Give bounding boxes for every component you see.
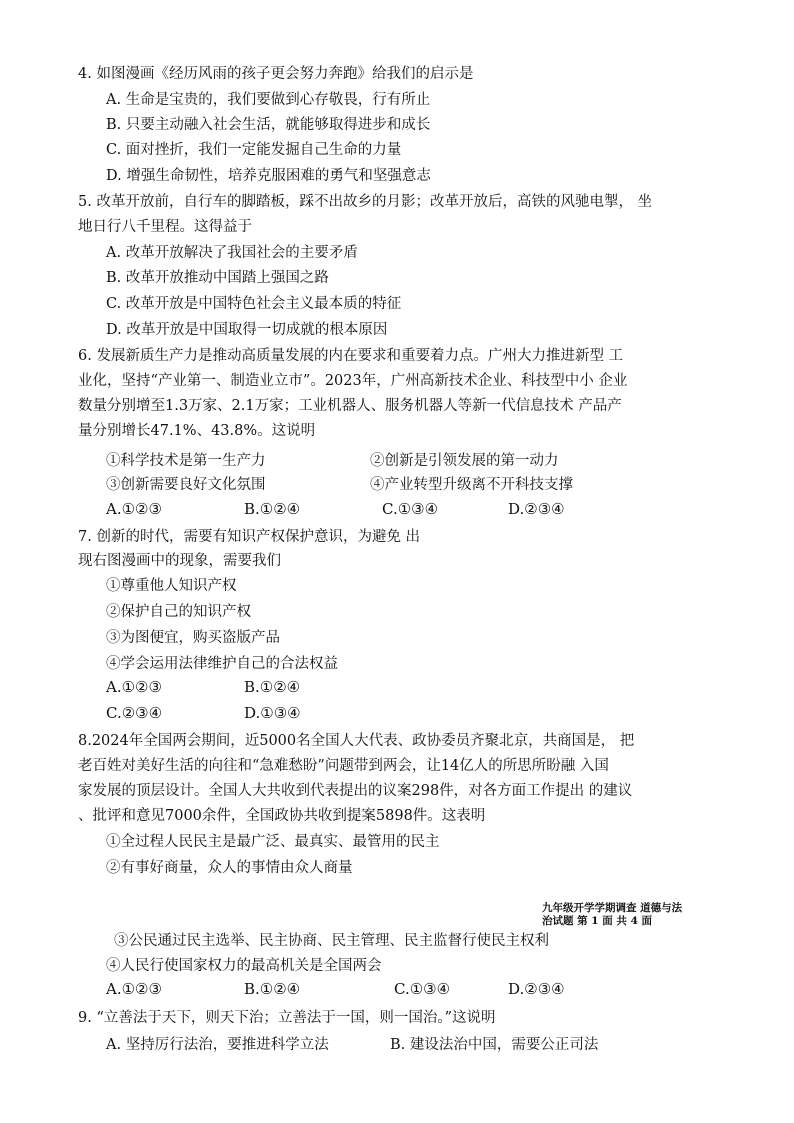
q6-stem-line-1: 6. 发展新质生产力是推动高质量发展的内在要求和重要着力点。广州大力推进新型 工 (78, 348, 624, 364)
q4-option-c: C. 面对挫折，我们一定能发掘自己生命的力量 (106, 142, 402, 158)
q8-choice-a: A.①②③ (106, 980, 162, 998)
q5-option-b: B. 改革开放推动中国踏上强国之路 (106, 270, 329, 286)
q7-stem-line-1: 7. 创新的时代，需要有知识产权保护意识，为避免 出 (78, 529, 421, 545)
q7-choice-c: C.②③④ (106, 704, 163, 722)
q7-statement-3: ③为图便宜，购买盗版产品 (106, 630, 280, 646)
q8-stem-line-2: 老百姓对美好生活的向往和“急难愁盼”问题带到两会，让14亿人的所思所盼融 入国 (78, 758, 609, 774)
q8-stem-line-3: 家发展的顶层设计。全国人大共收到代表提出的议案298件，对各方面工作提出 的建议 (78, 783, 633, 799)
q8-statement-4: ④人民行使国家权力的最高机关是全国两会 (106, 958, 382, 974)
q6-choice-a: A.①②③ (106, 500, 162, 518)
q6-stem-line-4: 量分别增长47.1%、43.8%。这说明 (78, 423, 316, 439)
q7-stem-line-2: 现右图漫画中的现象，需要我们 (78, 553, 281, 569)
q5-option-a: A. 改革开放解决了我国社会的主要矛盾 (106, 245, 358, 261)
q6-statement-2: ②创新是引领发展的第一动力 (370, 453, 559, 469)
q7-choice-b: B.①②④ (244, 678, 301, 696)
q4-option-b: B. 只要主动融入社会生活，就能够取得进步和成长 (106, 117, 431, 133)
q5-stem-line-1: 5. 改革开放前，自行车的脚踏板，踩不出故乡的月影；改革开放后，高铁的风驰电掣， 坐 (78, 194, 653, 210)
q6-choice-b: B.①②④ (244, 500, 301, 518)
q6-stem-line-2: 业化，坚持“产业第一、制造业立市”。2023年，广州高新技术企业、科技型中小 企业 (78, 373, 628, 389)
q4-stem: 4. 如图漫画《经历风雨的孩子更会努力奔跑》给我们的启示是 (78, 66, 474, 82)
q9-option-b: B. 建设法治中国，需要公正司法 (390, 1037, 599, 1053)
q7-statement-1: ①尊重他人知识产权 (106, 578, 237, 594)
q5-option-d: D. 改革开放是中国取得一切成就的根本原因 (106, 322, 388, 338)
q6-statement-4: ④产业转型升级离不开科技支撑 (370, 477, 573, 493)
q4-option-d: D. 增强生命韧性，培养克服困难的勇气和坚强意志 (106, 168, 431, 184)
q7-statement-4: ④学会运用法律维护自己的合法权益 (106, 656, 338, 672)
q8-stem-line-4: 、批评和意见7000余件，全国政协共收到提案5898件。这表明 (78, 808, 486, 824)
q5-stem-line-2: 地日行八千里程。这得益于 (78, 219, 252, 235)
q6-choice-c: C.①③④ (382, 500, 439, 518)
q6-stem-line-3: 数量分别增至1.3万家、2.1万家；工业机器人、服务机器人等新一代信息技术 产品产 (78, 398, 622, 414)
q4-option-a: A. 生命是宝贵的，我们要做到心存敬畏，行有所止 (106, 92, 431, 108)
q9-option-a: A. 坚持厉行法治，要推进科学立法 (106, 1037, 329, 1053)
q8-choice-b: B.①②④ (244, 980, 301, 998)
q8-statement-1: ①全过程人民民主是最广泛、最真实、最管用的民主 (106, 834, 440, 850)
q5-option-c: C. 改革开放是中国特色社会主义最本质的特征 (106, 296, 402, 312)
q8-choice-d: D.②③④ (508, 980, 565, 998)
q6-statement-1: ①科学技术是第一生产力 (106, 453, 266, 469)
page-footer-line-1: 九年级开学学期调查 道德与法 (542, 902, 683, 914)
q8-choice-c: C.①③④ (394, 980, 451, 998)
q9-stem: 9. “立善法于天下，则天下治；立善法于一国，则一国治。”这说明 (78, 1010, 496, 1026)
q6-choice-d: D.②③④ (508, 500, 565, 518)
q7-statement-2: ②保护自己的知识产权 (106, 604, 251, 620)
q8-statement-2: ②有事好商量，众人的事情由众人商量 (106, 860, 353, 876)
q8-stem-line-1: 8.2024年全国两会期间，近5000名全国人大代表、政协委员齐聚北京，共商国是， 把 (78, 733, 635, 749)
q8-statement-3: ③公民通过民主选举、民主协商、民主管理、民主监督行使民主权利 (114, 933, 549, 949)
q7-choice-a: A.①②③ (106, 678, 162, 696)
q7-choice-d: D.①③④ (244, 704, 301, 722)
q6-statement-3: ③创新需要良好文化氛围 (106, 477, 266, 493)
page-footer-line-2: 治试题 第 1 面 共 4 面 (542, 915, 653, 927)
